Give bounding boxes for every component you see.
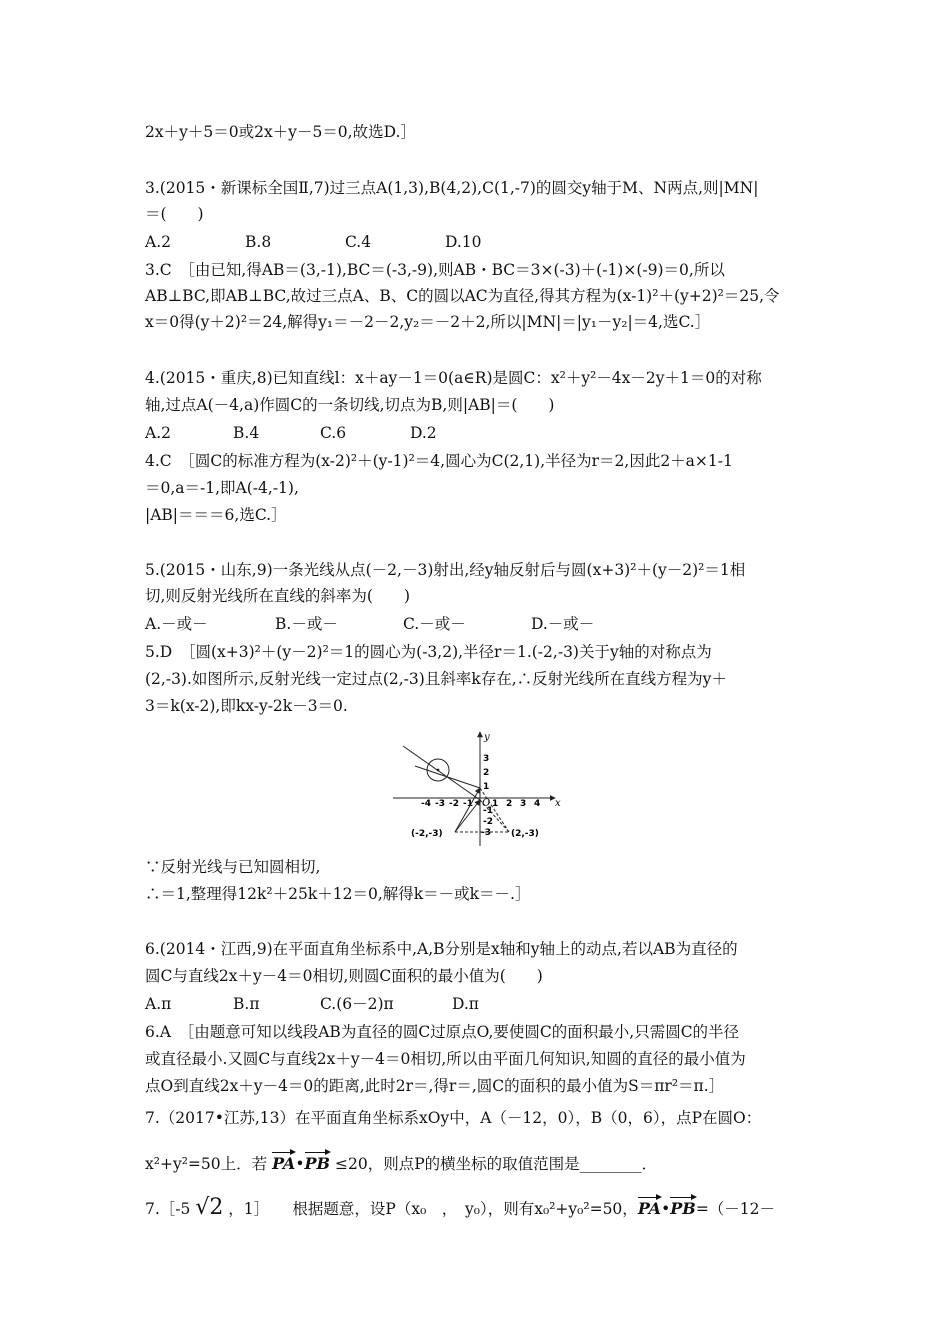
x-tick: -1	[463, 799, 473, 809]
vector-pa: PA	[272, 1150, 295, 1174]
option-d: D.10	[445, 233, 482, 251]
x-tick: -3	[435, 799, 445, 809]
option-c: C.－或－	[403, 615, 466, 633]
x-tick: 4	[534, 799, 541, 809]
x-tick: 1	[492, 799, 499, 809]
vector-pb: PB	[305, 1150, 331, 1174]
option-d: D.－或－	[531, 615, 595, 633]
question-7-text-b: ≤20，则点P的横坐标的取值范围是________．	[335, 1155, 658, 1173]
question-3-line-2: ＝( )	[145, 205, 204, 223]
option-d: D.2	[410, 424, 437, 442]
vector-pa-2: PA	[638, 1195, 661, 1219]
answer-5-line-4: ∵反射光线与已知圆相切,	[145, 858, 321, 876]
sqrt-symbol: √2	[195, 1195, 224, 1220]
origin-label: O	[482, 798, 491, 809]
point-right-label: (2,-3)	[511, 829, 539, 839]
x-tick: 3	[520, 799, 527, 809]
reflected-ray-upper	[403, 746, 480, 800]
question-4-line-1: 4.(2015・重庆,8)已知直线l：x＋ay－1＝0(a∈R)是圆C：x²＋y²－4x－2y＋1＝0的对称	[145, 369, 762, 387]
question-3-line-1: 3.(2015・新课标全国Ⅱ,7)过三点A(1,3),B(4,2),C(1,-7)的圆交y轴于M、N两点,则|MN|	[145, 179, 759, 197]
question-6-line-1: 6.(2014・江西,9)在平面直角坐标系中,A,B分别是x轴和y轴上的动点,若以AB为直径的	[145, 940, 738, 958]
question-6-line-2: 圆C与直线2x＋y－4＝0相切,则圆C面积的最小值为( )	[145, 967, 543, 985]
answer-6-line-2: 或直径最小.又圆C与直线2x＋y－4＝0相切,所以由平面几何知识,知圆的直径的最小值为	[145, 1050, 746, 1068]
question-5-line-2: 切,则反射光线所在直线的斜率为( )	[145, 587, 411, 605]
y-tick: -3	[481, 828, 491, 838]
axis-y-label: y	[484, 732, 490, 743]
option-c: C.(6－2)π	[320, 995, 394, 1013]
option-b: B.8	[245, 233, 272, 251]
question-4-line-2: 轴,过点A(－4,a)作圆C的一条切线,切点为B,则|AB|＝( )	[145, 396, 555, 414]
y-tick: -2	[483, 817, 493, 827]
answer-7-text-c: =（－12－	[695, 1200, 776, 1218]
dot-symbol: •	[295, 1155, 305, 1173]
x-ticks-positive	[492, 799, 540, 809]
question-7-text-a: x²+y²=50上．若	[145, 1155, 268, 1173]
option-c: C.4	[345, 233, 372, 251]
answer-7-text-b: ，1］ 根据题意，设P（x₀ ， y₀），则有x₀²+y₀²=50，	[228, 1200, 638, 1218]
answer-5-line-5: ∴＝1,整理得12k²＋25k＋12＝0,解得k＝－或k＝－.］	[145, 885, 531, 903]
vector-pb-2: PB	[670, 1195, 696, 1219]
answer-5-line-1: 5.D ［圆(x+3)²＋(y－2)²＝1的圆心为(-3,2),半径r＝1.(-2,-3)关于y轴的对称点为	[145, 643, 712, 661]
x-tick: -4	[421, 799, 431, 809]
answer-4-line-2: ＝0,a＝-1,即A(-4,-1),	[145, 479, 299, 497]
answer-5-line-2: (2,-3).如图所示,反射光线一定过点(2,-3)且斜率k存在,∴反射光线所在直线方程为y＋	[145, 670, 727, 688]
axis-x-label: x	[555, 798, 561, 809]
incident-ray-2	[455, 788, 480, 832]
reflection-diagram	[385, 728, 565, 850]
dot-symbol-2: •	[661, 1200, 671, 1218]
option-d: D.π	[452, 995, 479, 1013]
question-5-line-1: 5.(2015・山东,9)一条光线从点(－2,－3)射出,经y轴反射后与圆(x+3)²＋(y－2)²＝1相	[145, 561, 746, 579]
answer-5-line-3: 3＝k(x-2),即kx-y-2k－3＝0.	[145, 697, 348, 715]
answer-7-line-1	[145, 1195, 815, 1219]
y-tick: 3	[483, 754, 490, 764]
option-a: A.2	[145, 424, 171, 442]
option-b: B.4	[233, 424, 260, 442]
y-tick: 2	[483, 768, 490, 778]
option-a: A.π	[145, 995, 172, 1013]
answer-3-line-1: 3.C ［由已知,得AB＝(3,-1),BC＝(-3,-9),则AB・BC＝3×(-3)＋(-1)×(-9)＝0,所以	[145, 261, 725, 279]
reflected-ray-lower	[415, 766, 480, 788]
answer-2-tail: 2x＋y＋5＝0或2x＋y－5＝0,故选D.］	[145, 123, 416, 141]
answer-3-line-3: x＝0得(y＋2)²＝24,解得y₁＝－2－2,y₂＝－2＋2,所以|MN|＝|y₁－y₂|＝4,选C.］	[145, 313, 711, 331]
option-a: A.2	[145, 233, 171, 251]
x-tick: -2	[449, 799, 459, 809]
answer-3-line-2: AB⊥BC,即AB⊥BC,故过三点A、B、C的圆以AC为直径,得其方程为(x-1)²＋(y+2)²＝25,令	[145, 287, 780, 305]
option-a: A.－或－	[145, 615, 208, 633]
answer-7-text-a: 7.［-5	[145, 1200, 191, 1218]
option-b: B.－或－	[275, 615, 338, 633]
answer-6-line-1: 6.A ［由题意可知以线段AB为直径的圆C过原点O,要使圆C的面积最小,只需圆C的半径	[145, 1023, 740, 1041]
y-tick: 1	[483, 782, 490, 792]
y-ticks	[481, 754, 493, 838]
answer-4-line-3: |AB|＝＝＝6,选C.］	[145, 506, 287, 524]
option-c: C.6	[320, 424, 347, 442]
question-7-line-1: 7.（2017•江苏,13）在平面直角坐标系xOy中，A（－12，0），B（0，6），点P在圆O：	[145, 1109, 762, 1127]
x-tick: 2	[506, 799, 513, 809]
point-left-label: (-2,-3)	[411, 829, 443, 839]
x-ticks-negative	[421, 799, 473, 809]
answer-6-line-3: 点O到直线2x＋y－4＝0的距离,此时2r＝,得r＝,圆C的面积的最小值为S＝πr²＝π.］	[145, 1077, 725, 1095]
option-b: B.π	[233, 995, 260, 1013]
answer-4-line-1: 4.C ［圆C的标准方程为(x-2)²＋(y-1)²＝4,圆心为C(2,1),半径为r＝2,因此2＋a×1-1	[145, 452, 733, 470]
question-7-line-2	[145, 1150, 815, 1174]
y-tick: -1	[483, 806, 493, 816]
